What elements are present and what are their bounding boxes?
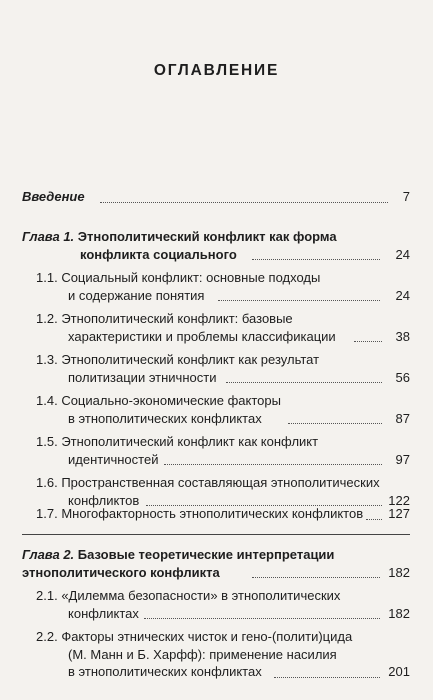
section-number: 1.2. (36, 311, 58, 326)
dot-leader (366, 519, 382, 520)
dot-leader (354, 341, 382, 342)
toc-entry-intro (22, 188, 410, 206)
toc-entry-section (36, 505, 410, 523)
section-title-line: Этнополитический конфликт: базовые (61, 311, 293, 326)
page-number: 87 (395, 410, 410, 426)
chapter-label: Глава 1. (22, 229, 75, 244)
page-number: 127 (388, 506, 410, 521)
section-title-line: (М. Манн и Б. Харфф): применение насилия (68, 646, 337, 662)
chapter-title-line: Этнополитический конфликт как форма (77, 229, 337, 244)
dot-leader (144, 618, 380, 619)
dot-leader (288, 423, 382, 424)
section-divider (22, 534, 410, 535)
toc-entry-section (36, 310, 410, 345)
dot-leader (252, 259, 380, 260)
page-number: 24 (395, 246, 410, 262)
page-number: 182 (388, 605, 410, 621)
toc-entry-section (36, 269, 410, 304)
section-title-line: в этнополитических конфликтах (68, 410, 262, 426)
section-title-line: Этнополитический конфликт как конфликт (61, 434, 319, 449)
section-title-line: Этнополитический конфликт как результат (61, 352, 320, 367)
page-number: 38 (395, 328, 410, 344)
page-number: 7 (402, 189, 410, 204)
section-title-line: в этнополитических конфликтах (68, 664, 262, 679)
section-title-line: Факторы этнических чисток и гено-(полити)цида (61, 629, 353, 644)
section-number: 1.6. (36, 475, 58, 490)
section-title-line: Многофакторность этнополитических конфликтов (61, 506, 364, 521)
dot-leader (218, 300, 380, 301)
section-number: 2.1. (36, 588, 58, 603)
section-number: 1.3. (36, 352, 58, 367)
section-title-line: и содержание понятия (68, 287, 205, 303)
dot-leader (226, 382, 382, 383)
toc-entry-section (36, 628, 410, 681)
page-number: 182 (388, 564, 410, 580)
toc-entry-section (36, 474, 410, 509)
section-title-line: Пространственная составляющая этнополитических (61, 475, 380, 490)
toc-entry-section (36, 433, 410, 468)
dot-leader (252, 577, 380, 578)
page-number: 201 (388, 664, 410, 679)
section-number: 1.7. (36, 506, 58, 521)
chapter-title-line: этнополитического конфликта (22, 564, 220, 580)
toc-entry-section (36, 351, 410, 386)
toc-entry-chapter-1 (22, 228, 410, 263)
section-number: 1.1. (36, 270, 58, 285)
page-number: 24 (395, 287, 410, 303)
chapter-title-line: Базовые теоретические интерпретации (77, 547, 335, 562)
section-title-line: идентичностей (68, 451, 159, 467)
chapter-label: Глава 2. (22, 547, 75, 562)
page-number: 56 (395, 369, 410, 385)
section-title-line: характеристики и проблемы классификации (68, 328, 336, 344)
section-number: 2.2. (36, 629, 58, 644)
page-title: ОГЛАВЛЕНИЕ (153, 62, 280, 79)
page-number: 122 (388, 492, 410, 508)
dot-leader (100, 202, 388, 203)
page-number: 97 (395, 451, 410, 467)
intro-label: Введение (22, 189, 85, 204)
section-number: 1.5. (36, 434, 58, 449)
section-title-line: конфликтах (68, 605, 139, 621)
section-title-line: политизации этничности (68, 369, 217, 385)
dot-leader (164, 464, 382, 465)
toc-entry-section (36, 392, 410, 427)
section-title-line: Социально-экономические факторы (61, 393, 281, 408)
section-title-line: «Дилемма безопасности» в этнополитических (61, 588, 341, 603)
chapter-title-line: конфликта социального (80, 246, 237, 262)
section-title-line: Социальный конфликт: основные подходы (61, 270, 321, 285)
toc-entry-section (36, 587, 410, 622)
section-title-line: конфликтов (68, 492, 140, 508)
section-number: 1.4. (36, 393, 58, 408)
dot-leader (274, 677, 380, 678)
toc-entry-chapter-2 (22, 546, 410, 581)
